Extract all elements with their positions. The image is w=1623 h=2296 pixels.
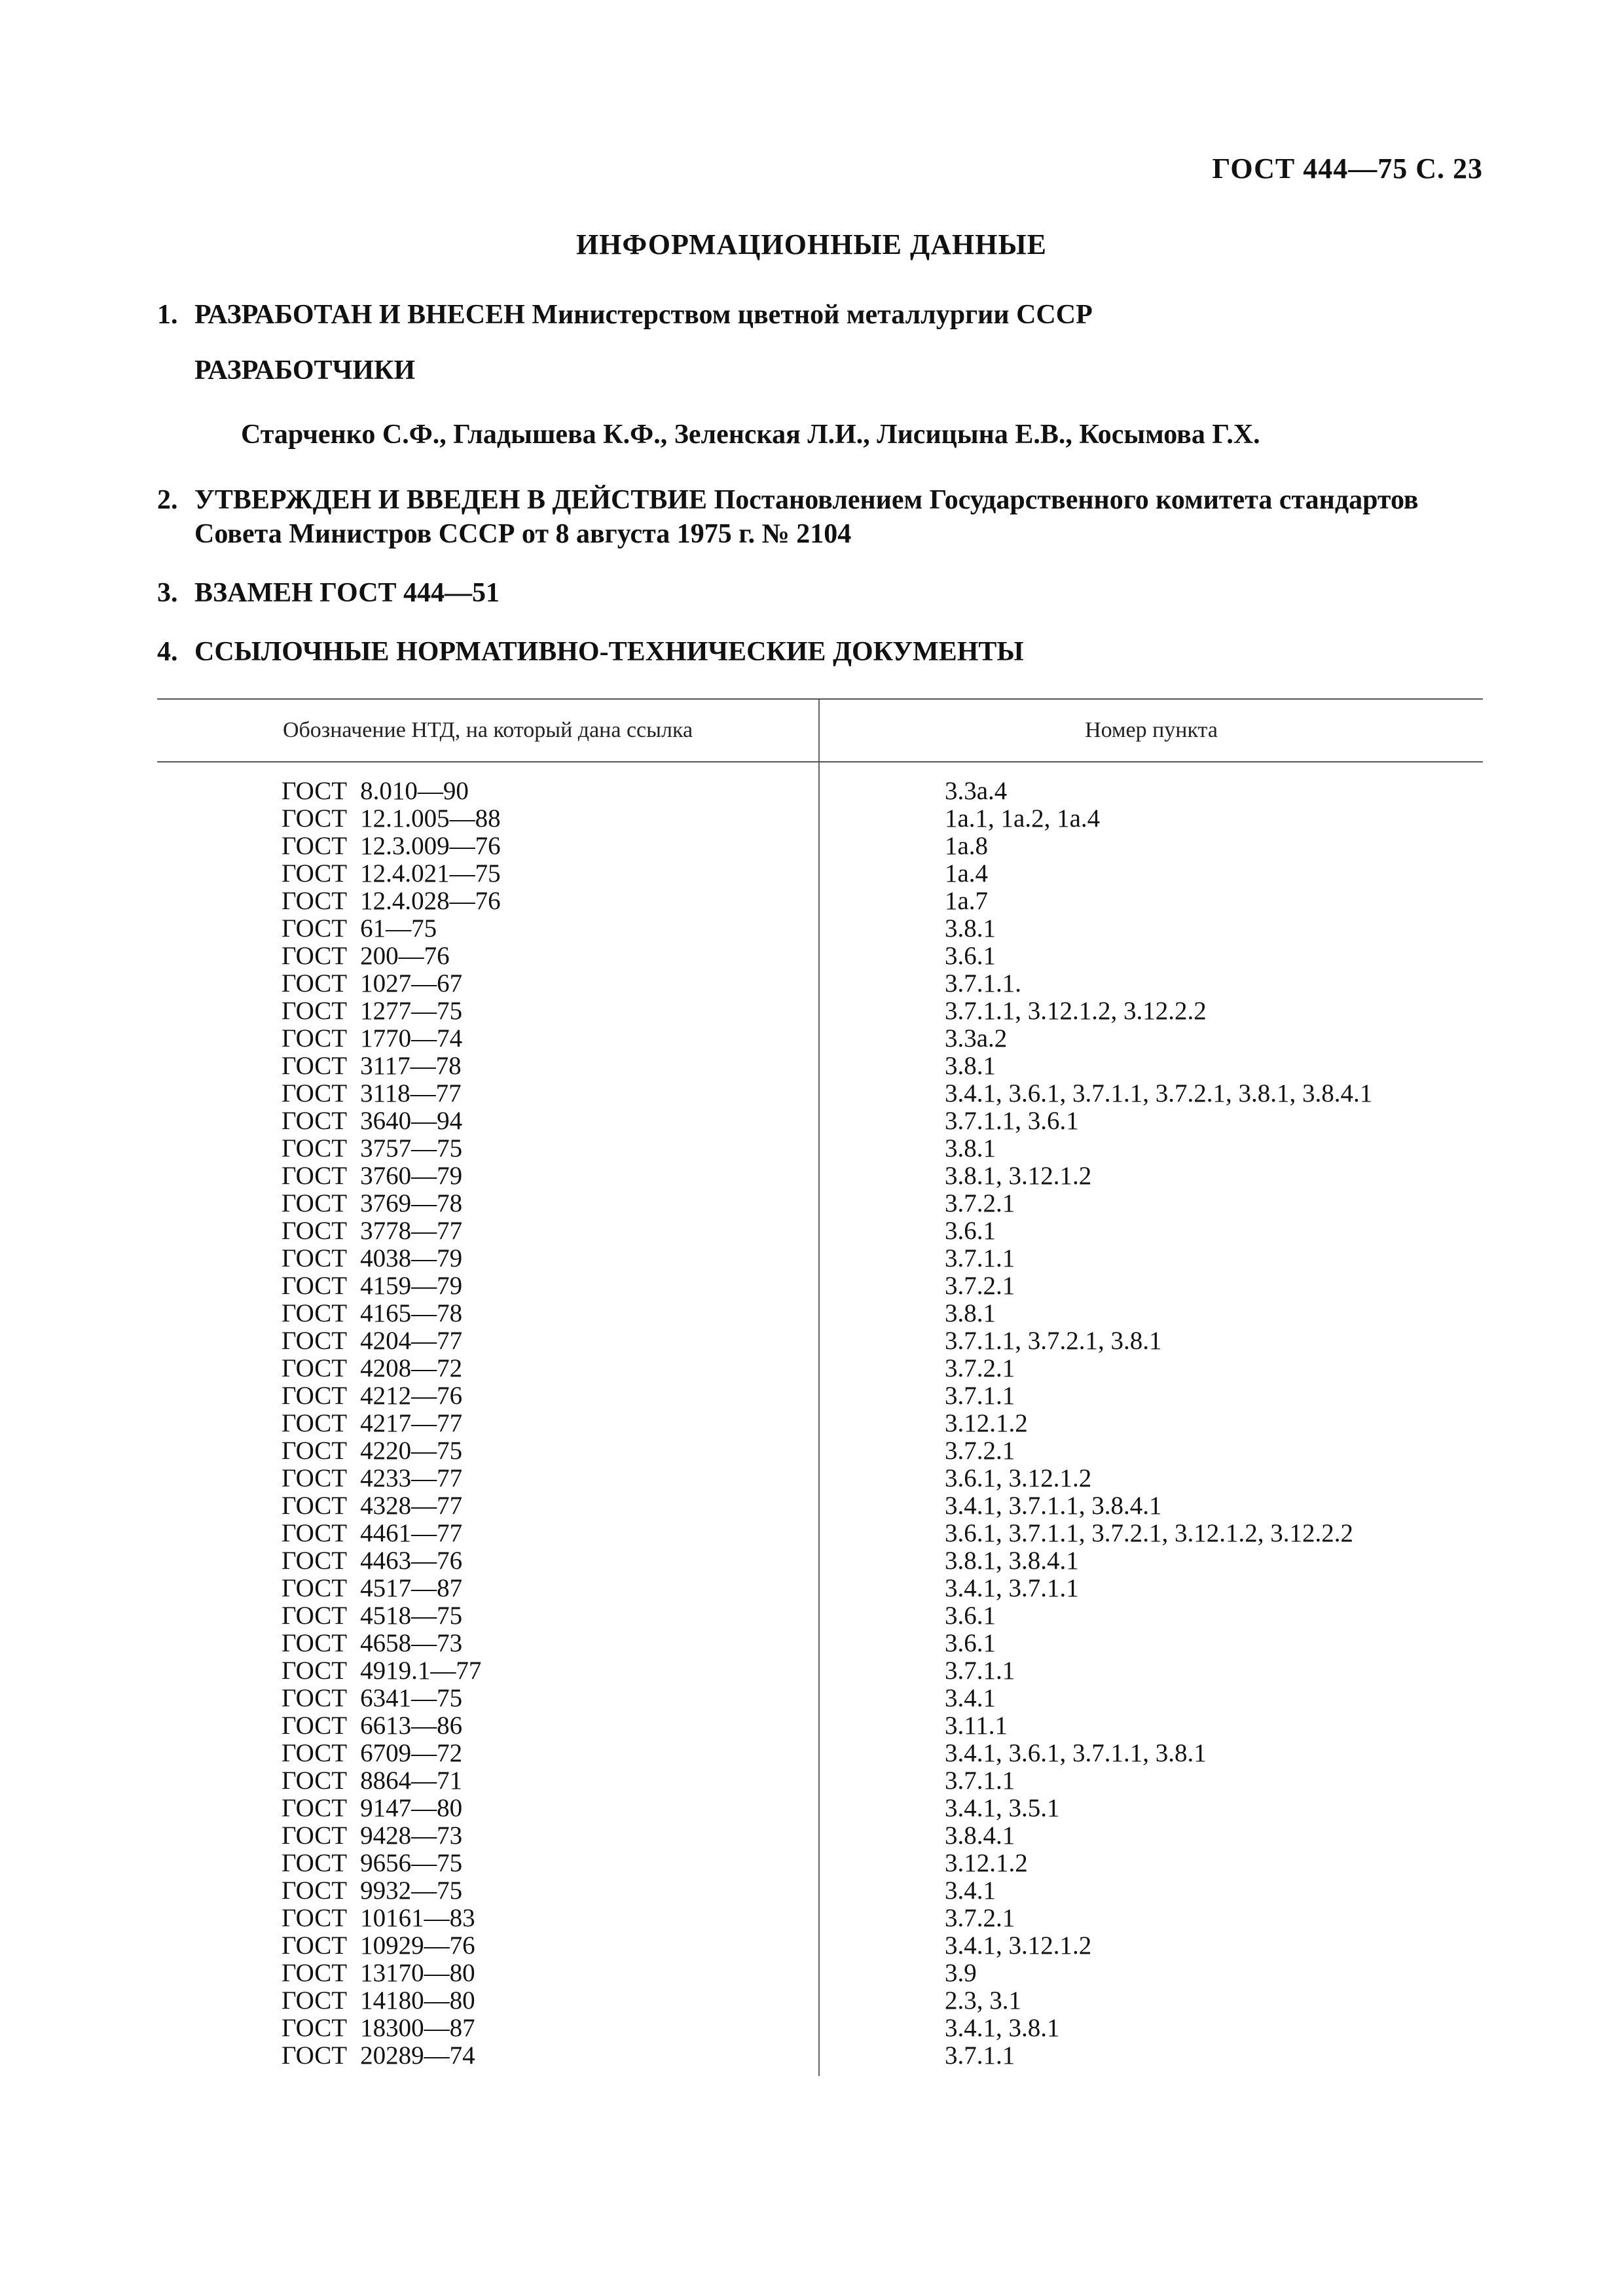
doc-prefix: ГОСТ bbox=[282, 1547, 348, 1575]
table-row bbox=[157, 1190, 1483, 1217]
section-text: Министерством цветной металлургии СССР bbox=[524, 300, 1093, 330]
doc-number: 6613—86 bbox=[360, 1712, 463, 1740]
doc-prefix: ГОСТ bbox=[282, 859, 348, 888]
doc-number: 4159—79 bbox=[360, 1272, 463, 1300]
table-row bbox=[157, 833, 1483, 860]
doc-number: 3760—79 bbox=[360, 1162, 463, 1190]
doc-number: 3117—78 bbox=[360, 1052, 462, 1080]
doc-number: 4233—77 bbox=[360, 1464, 463, 1492]
doc-designation bbox=[282, 1327, 462, 1355]
table-row bbox=[157, 1410, 1483, 1437]
doc-designation bbox=[282, 1245, 462, 1272]
doc-prefix: ГОСТ bbox=[282, 1107, 348, 1135]
doc-number: 1027—67 bbox=[360, 969, 463, 997]
doc-number: 10161—83 bbox=[360, 1904, 475, 1932]
table-row bbox=[157, 1327, 1483, 1355]
clause-numbers: 1а.7 bbox=[945, 887, 989, 915]
clause-numbers: 3.6.1 bbox=[945, 1217, 996, 1245]
doc-designation bbox=[282, 1080, 462, 1107]
doc-number: 4461—77 bbox=[360, 1519, 463, 1547]
doc-prefix: ГОСТ bbox=[282, 1904, 348, 1932]
clause-numbers: 3.3а.2 bbox=[945, 1024, 1008, 1052]
section-4 bbox=[157, 635, 1483, 669]
clause-numbers: 2.3, 3.1 bbox=[945, 1986, 1021, 2015]
doc-number: 12.4.021—75 bbox=[360, 859, 501, 888]
doc-prefix: ГОСТ bbox=[282, 1299, 348, 1327]
clause-numbers: 3.7.1.1 bbox=[945, 1244, 1015, 1272]
doc-prefix: ГОСТ bbox=[282, 1876, 348, 1905]
doc-designation bbox=[282, 1465, 462, 1492]
doc-number: 4217—77 bbox=[360, 1409, 463, 1437]
table-row bbox=[157, 1162, 1483, 1190]
doc-number: 14180—80 bbox=[360, 1986, 475, 2015]
doc-number: 1770—74 bbox=[360, 1024, 463, 1052]
clause-numbers: 3.4.1, 3.6.1, 3.7.1.1, 3.7.2.1, 3.8.1, 3.8.4.1 bbox=[945, 1079, 1373, 1107]
table-row bbox=[157, 997, 1483, 1025]
doc-designation bbox=[282, 1575, 462, 1602]
document-title: ИНФОРМАЦИОННЫЕ ДАННЫЕ bbox=[575, 228, 1048, 260]
table-row bbox=[157, 1932, 1483, 1960]
table-row bbox=[157, 1602, 1483, 1630]
developers-label: РАЗРАБОТЧИКИ bbox=[194, 355, 416, 386]
doc-prefix: ГОСТ bbox=[282, 2014, 348, 2042]
clause-numbers: 3.3а.4 bbox=[945, 777, 1008, 805]
doc-designation bbox=[282, 805, 501, 833]
doc-number: 4212—76 bbox=[360, 1382, 463, 1410]
doc-number: 61—75 bbox=[360, 914, 437, 942]
section-number: 1. bbox=[157, 300, 178, 330]
clause-numbers: 3.9 bbox=[945, 1959, 977, 1987]
doc-prefix: ГОСТ bbox=[282, 1712, 348, 1740]
clause-numbers: 3.7.1.1 bbox=[945, 1767, 1015, 1795]
doc-designation bbox=[282, 1822, 462, 1850]
section-3 bbox=[157, 576, 1483, 610]
doc-prefix: ГОСТ bbox=[282, 1492, 348, 1520]
doc-designation bbox=[282, 1795, 462, 1822]
clause-numbers: 3.8.1, 3.8.4.1 bbox=[945, 1547, 1079, 1575]
section-number: 2. bbox=[157, 485, 178, 515]
doc-designation bbox=[282, 1162, 462, 1190]
doc-number: 13170—80 bbox=[360, 1959, 475, 1987]
doc-designation bbox=[282, 1217, 462, 1245]
clause-numbers: 3.7.2.1 bbox=[945, 1904, 1015, 1932]
clause-numbers: 3.6.1, 3.7.1.1, 3.7.2.1, 3.12.1.2, 3.12.2.2 bbox=[945, 1519, 1353, 1547]
table-row bbox=[157, 1712, 1483, 1740]
doc-prefix: ГОСТ bbox=[282, 1024, 348, 1052]
section-1 bbox=[157, 298, 1483, 332]
clause-numbers: 1а.8 bbox=[945, 832, 989, 860]
doc-prefix: ГОСТ bbox=[282, 1657, 348, 1685]
doc-designation bbox=[282, 860, 501, 888]
doc-prefix: ГОСТ bbox=[282, 914, 348, 942]
doc-prefix: ГОСТ bbox=[282, 1684, 348, 1712]
doc-designation bbox=[282, 778, 469, 805]
doc-designation bbox=[282, 1547, 462, 1575]
doc-designation bbox=[282, 833, 501, 860]
doc-number: 8.010—90 bbox=[360, 777, 469, 805]
doc-prefix: ГОСТ bbox=[282, 1519, 348, 1547]
table-row bbox=[157, 1795, 1483, 1822]
doc-prefix: ГОСТ bbox=[282, 969, 348, 997]
doc-prefix: ГОСТ bbox=[282, 1437, 348, 1465]
header-doc: Обозначение НТД, на который дана ссылка bbox=[282, 718, 693, 742]
doc-prefix: ГОСТ bbox=[282, 777, 348, 805]
table-row bbox=[157, 1052, 1483, 1080]
doc-number: 4038—79 bbox=[360, 1244, 463, 1272]
doc-prefix: ГОСТ bbox=[282, 832, 348, 860]
section-number: 3. bbox=[157, 578, 178, 608]
table-row bbox=[157, 1685, 1483, 1712]
doc-prefix: ГОСТ bbox=[282, 1382, 348, 1410]
table-row bbox=[157, 2042, 1483, 2070]
doc-prefix: ГОСТ bbox=[282, 1052, 348, 1080]
doc-number: 9428—73 bbox=[360, 1821, 463, 1850]
doc-number: 1277—75 bbox=[360, 997, 463, 1025]
clause-numbers: 3.8.1, 3.12.1.2 bbox=[945, 1162, 1092, 1190]
table-row bbox=[157, 860, 1483, 888]
doc-number: 18300—87 bbox=[360, 2014, 475, 2042]
clause-numbers: 1а.1, 1а.2, 1а.4 bbox=[945, 804, 1101, 833]
doc-number: 4658—73 bbox=[360, 1629, 463, 1657]
table-row bbox=[157, 1217, 1483, 1245]
page-header: ГОСТ 444—75 С. 23 bbox=[1212, 152, 1483, 185]
doc-number: 3778—77 bbox=[360, 1217, 463, 1245]
table-row bbox=[157, 1272, 1483, 1300]
table-row bbox=[157, 1300, 1483, 1327]
doc-number: 10929—76 bbox=[360, 1931, 475, 1960]
section-number: 4. bbox=[157, 637, 178, 667]
doc-designation bbox=[282, 1685, 462, 1712]
clause-numbers: 3.4.1, 3.12.1.2 bbox=[945, 1931, 1092, 1960]
clause-numbers: 3.4.1, 3.5.1 bbox=[945, 1794, 1060, 1822]
table-row bbox=[157, 1437, 1483, 1465]
clause-numbers: 3.7.2.1 bbox=[945, 1354, 1015, 1382]
clause-numbers: 3.7.1.1, 3.12.1.2, 3.12.2.2 bbox=[945, 997, 1207, 1025]
doc-number: 3769—78 bbox=[360, 1189, 463, 1217]
table-row bbox=[157, 1492, 1483, 1520]
doc-designation bbox=[282, 1052, 462, 1080]
doc-designation bbox=[282, 2015, 475, 2042]
clause-numbers: 1а.4 bbox=[945, 859, 989, 888]
doc-prefix: ГОСТ bbox=[282, 1409, 348, 1437]
doc-designation bbox=[282, 1300, 462, 1327]
doc-prefix: ГОСТ bbox=[282, 1244, 348, 1272]
doc-prefix: ГОСТ bbox=[282, 1767, 348, 1795]
section-text: ССЫЛОЧНЫЕ НОРМАТИВНО-ТЕХНИЧЕСКИЕ ДОКУМЕНТЫ bbox=[194, 637, 1024, 667]
doc-number: 4919.1—77 bbox=[360, 1657, 482, 1685]
doc-prefix: ГОСТ bbox=[282, 1931, 348, 1960]
clause-numbers: 3.4.1 bbox=[945, 1876, 996, 1905]
doc-prefix: ГОСТ bbox=[282, 1739, 348, 1767]
doc-number: 4517—87 bbox=[360, 1574, 463, 1602]
clause-numbers: 3.6.1 bbox=[945, 942, 996, 970]
table-row bbox=[157, 888, 1483, 915]
doc-number: 6709—72 bbox=[360, 1739, 463, 1767]
doc-designation bbox=[282, 1272, 462, 1300]
doc-prefix: ГОСТ bbox=[282, 1574, 348, 1602]
clause-numbers: 3.12.1.2 bbox=[945, 1849, 1028, 1877]
doc-designation bbox=[282, 1025, 462, 1052]
section-lead: УТВЕРЖДЕН И ВВЕДЕН В ДЕЙСТВИЕ bbox=[194, 485, 708, 515]
doc-number: 8864—71 bbox=[360, 1767, 463, 1795]
section-2 bbox=[157, 483, 1483, 551]
doc-prefix: ГОСТ bbox=[282, 1327, 348, 1355]
doc-designation bbox=[282, 1630, 462, 1657]
doc-prefix: ГОСТ bbox=[282, 2041, 348, 2070]
doc-prefix: ГОСТ bbox=[282, 1272, 348, 1300]
doc-designation bbox=[282, 1602, 462, 1630]
doc-designation bbox=[282, 997, 462, 1025]
section-lead: РАЗРАБОТАН И ВНЕСЕН bbox=[194, 300, 525, 330]
doc-prefix: ГОСТ bbox=[282, 1079, 348, 1107]
doc-number: 4208—72 bbox=[360, 1354, 463, 1382]
doc-prefix: ГОСТ bbox=[282, 1986, 348, 2015]
table-row bbox=[157, 1960, 1483, 1987]
clause-numbers: 3.4.1, 3.6.1, 3.7.1.1, 3.8.1 bbox=[945, 1739, 1207, 1767]
doc-prefix: ГОСТ bbox=[282, 942, 348, 970]
doc-number: 4204—77 bbox=[360, 1327, 463, 1355]
table-body bbox=[157, 762, 1483, 2070]
table-row bbox=[157, 1520, 1483, 1547]
doc-designation bbox=[282, 1190, 462, 1217]
clause-numbers: 3.8.1 bbox=[945, 1134, 996, 1162]
doc-designation bbox=[282, 1960, 475, 1987]
doc-number: 6341—75 bbox=[360, 1684, 463, 1712]
doc-designation bbox=[282, 1520, 462, 1547]
table-row bbox=[157, 1630, 1483, 1657]
table-row bbox=[157, 1877, 1483, 1905]
doc-prefix: ГОСТ bbox=[282, 1794, 348, 1822]
table-row bbox=[157, 1465, 1483, 1492]
table-header bbox=[157, 698, 1483, 762]
doc-designation bbox=[282, 1877, 462, 1905]
clause-numbers: 3.8.1 bbox=[945, 914, 996, 942]
clause-numbers: 3.4.1, 3.8.1 bbox=[945, 2014, 1060, 2042]
doc-number: 4463—76 bbox=[360, 1547, 463, 1575]
table-row bbox=[157, 1547, 1483, 1575]
doc-designation bbox=[282, 1932, 475, 1960]
doc-designation bbox=[282, 915, 437, 942]
doc-number: 20289—74 bbox=[360, 2041, 475, 2070]
doc-prefix: ГОСТ bbox=[282, 1189, 348, 1217]
clause-numbers: 3.8.1 bbox=[945, 1299, 996, 1327]
developers-list: Старченко С.Ф., Гладышева К.Ф., Зеленская Л.И., Лисицына Е.В., Косымова Г.Х. bbox=[241, 420, 1260, 450]
clause-numbers: 3.12.1.2 bbox=[945, 1409, 1028, 1437]
clause-numbers: 3.6.1 bbox=[945, 1602, 996, 1630]
clause-numbers: 3.7.2.1 bbox=[945, 1437, 1015, 1465]
doc-designation bbox=[282, 1987, 475, 2015]
doc-number: 12.1.005—88 bbox=[360, 804, 501, 833]
clause-numbers: 3.8.4.1 bbox=[945, 1821, 1015, 1850]
doc-prefix: ГОСТ bbox=[282, 1602, 348, 1630]
table-row bbox=[157, 1107, 1483, 1135]
doc-designation bbox=[282, 1135, 462, 1162]
doc-number: 12.4.028—76 bbox=[360, 887, 501, 915]
doc-prefix: ГОСТ bbox=[282, 1849, 348, 1877]
clause-numbers: 3.7.2.1 bbox=[945, 1189, 1015, 1217]
table-row bbox=[157, 1740, 1483, 1767]
doc-number: 200—76 bbox=[360, 942, 450, 970]
doc-prefix: ГОСТ bbox=[282, 1134, 348, 1162]
doc-prefix: ГОСТ bbox=[282, 1354, 348, 1382]
table-row bbox=[157, 805, 1483, 833]
clause-numbers: 3.7.1.1 bbox=[945, 1657, 1015, 1685]
doc-designation bbox=[282, 1905, 475, 1932]
clause-numbers: 3.7.2.1 bbox=[945, 1272, 1015, 1300]
clause-numbers: 3.7.1.1. bbox=[945, 969, 1021, 997]
doc-designation bbox=[282, 1437, 462, 1465]
clause-numbers: 3.11.1 bbox=[945, 1712, 1008, 1740]
clause-numbers: 3.7.1.1, 3.7.2.1, 3.8.1 bbox=[945, 1327, 1162, 1355]
doc-number: 4328—77 bbox=[360, 1492, 463, 1520]
clause-numbers: 3.6.1, 3.12.1.2 bbox=[945, 1464, 1092, 1492]
table-row bbox=[157, 970, 1483, 997]
doc-designation bbox=[282, 888, 501, 915]
doc-number: 3757—75 bbox=[360, 1134, 463, 1162]
clause-numbers: 3.4.1, 3.7.1.1, 3.8.4.1 bbox=[945, 1492, 1162, 1520]
doc-prefix: ГОСТ bbox=[282, 1959, 348, 1987]
table-row bbox=[157, 1850, 1483, 1877]
doc-designation bbox=[282, 1850, 462, 1877]
doc-prefix: ГОСТ bbox=[282, 1162, 348, 1190]
doc-designation bbox=[282, 2042, 475, 2070]
doc-designation bbox=[282, 1767, 462, 1795]
doc-designation bbox=[282, 970, 462, 997]
clause-numbers: 3.4.1, 3.7.1.1 bbox=[945, 1574, 1079, 1602]
doc-designation bbox=[282, 1410, 462, 1437]
doc-designation bbox=[282, 942, 450, 970]
table-row bbox=[157, 915, 1483, 942]
table-row bbox=[157, 1245, 1483, 1272]
doc-prefix: ГОСТ bbox=[282, 1464, 348, 1492]
doc-number: 4165—78 bbox=[360, 1299, 463, 1327]
reference-table bbox=[157, 698, 1483, 2070]
clause-numbers: 3.7.1.1 bbox=[945, 1382, 1015, 1410]
doc-designation bbox=[282, 1492, 462, 1520]
doc-prefix: ГОСТ bbox=[282, 887, 348, 915]
table-row bbox=[157, 778, 1483, 805]
doc-prefix: ГОСТ bbox=[282, 804, 348, 833]
doc-designation bbox=[282, 1740, 462, 1767]
table-row bbox=[157, 1657, 1483, 1685]
clause-numbers: 3.8.1 bbox=[945, 1052, 996, 1080]
table-row bbox=[157, 1135, 1483, 1162]
doc-number: 4220—75 bbox=[360, 1437, 463, 1465]
section-text: ВЗАМЕН ГОСТ 444—51 bbox=[194, 578, 500, 608]
table-row bbox=[157, 1355, 1483, 1382]
table-row bbox=[157, 1080, 1483, 1107]
table-row bbox=[157, 1905, 1483, 1932]
table-row bbox=[157, 1822, 1483, 1850]
doc-prefix: ГОСТ bbox=[282, 1821, 348, 1850]
doc-designation bbox=[282, 1355, 462, 1382]
clause-numbers: 3.4.1 bbox=[945, 1684, 996, 1712]
doc-number: 9656—75 bbox=[360, 1849, 463, 1877]
table-row bbox=[157, 1767, 1483, 1795]
doc-designation bbox=[282, 1107, 462, 1135]
table-row bbox=[157, 2015, 1483, 2042]
doc-prefix: ГОСТ bbox=[282, 997, 348, 1025]
doc-number: 9932—75 bbox=[360, 1876, 463, 1905]
table-row bbox=[157, 1382, 1483, 1410]
clause-numbers: 3.7.1.1, 3.6.1 bbox=[945, 1107, 1079, 1135]
doc-prefix: ГОСТ bbox=[282, 1217, 348, 1245]
table-row bbox=[157, 942, 1483, 970]
doc-number: 12.3.009—76 bbox=[360, 832, 501, 860]
table-row bbox=[157, 1987, 1483, 2015]
section-text: Постановлением Государственного комитета стандартов Совета Министров СССР от 8 августа 1975 г. № 2104 bbox=[194, 485, 1419, 549]
doc-number: 4518—75 bbox=[360, 1602, 463, 1630]
doc-designation bbox=[282, 1657, 481, 1685]
doc-number: 9147—80 bbox=[360, 1794, 463, 1822]
doc-number: 3640—94 bbox=[360, 1107, 463, 1135]
doc-designation bbox=[282, 1382, 462, 1410]
clause-numbers: 3.6.1 bbox=[945, 1629, 996, 1657]
table-row bbox=[157, 1025, 1483, 1052]
header-ref: Номер пункта bbox=[1085, 718, 1218, 742]
clause-numbers: 3.7.1.1 bbox=[945, 2041, 1015, 2070]
doc-number: 3118—77 bbox=[360, 1079, 462, 1107]
doc-prefix: ГОСТ bbox=[282, 1629, 348, 1657]
doc-designation bbox=[282, 1712, 462, 1740]
table-row bbox=[157, 1575, 1483, 1602]
